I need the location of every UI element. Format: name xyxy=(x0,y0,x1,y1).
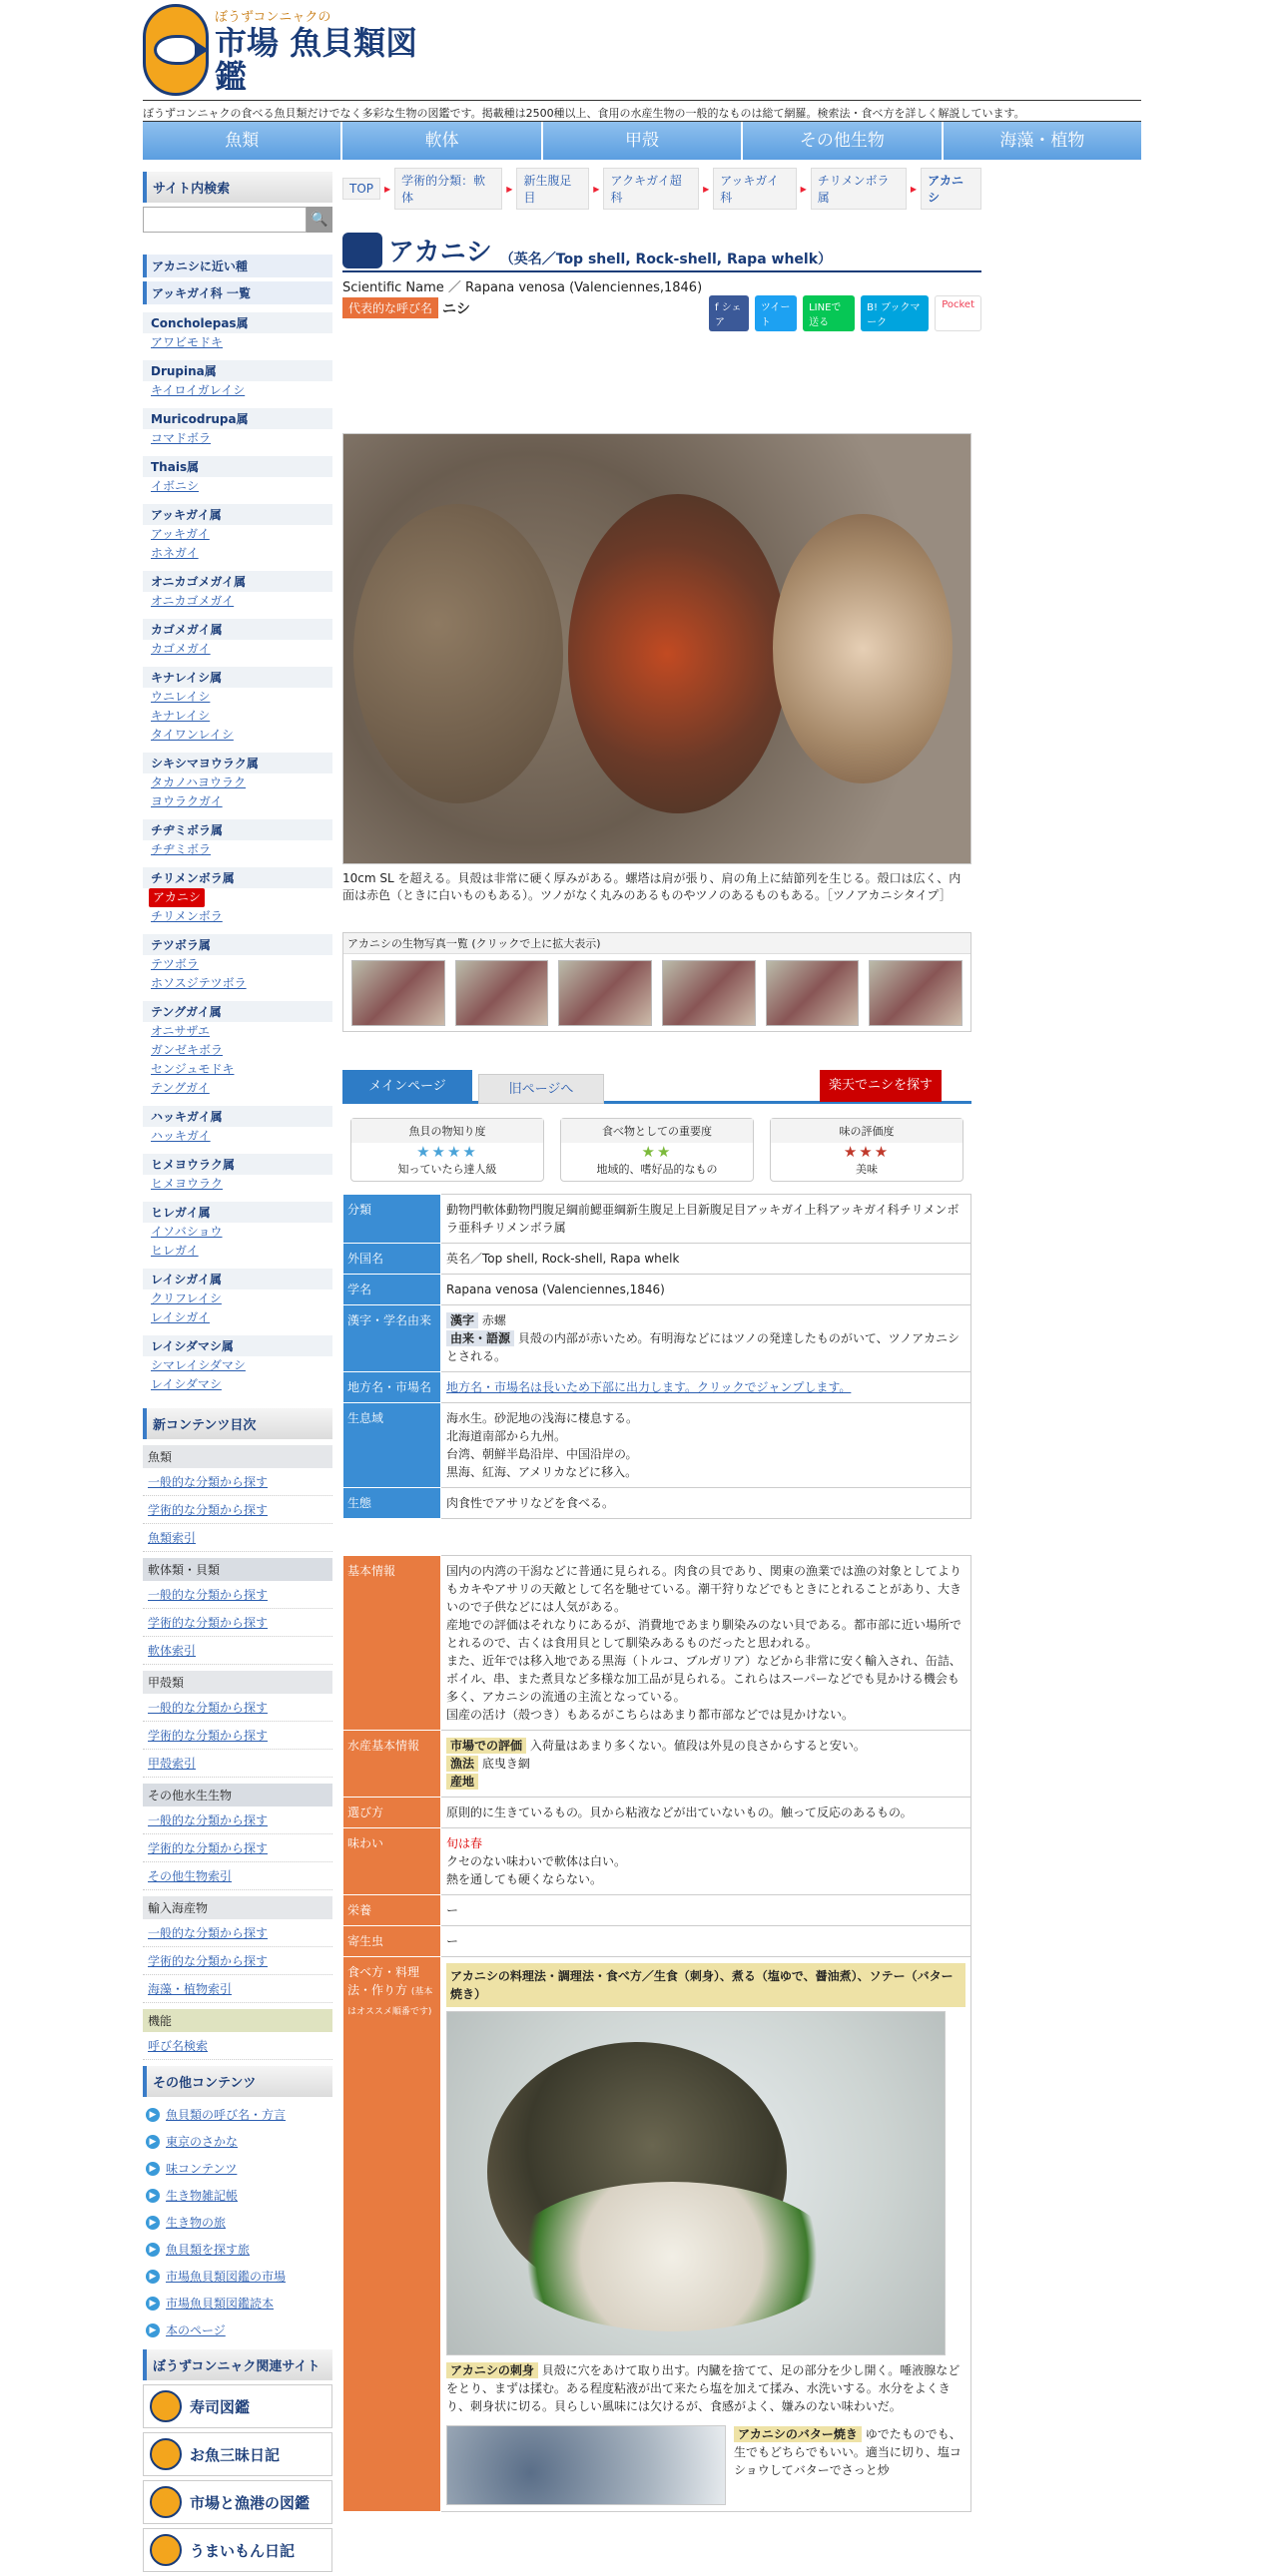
how-to-choose: 原則的に生きているもの。貝から粘液などが出ていないもの。触って反応のあるもの。 xyxy=(441,1798,971,1828)
habitat-line: 黒海、紅海、アメリカなどに移入。 xyxy=(446,1465,638,1479)
breadcrumb-arrow-icon: ▶ xyxy=(800,184,807,194)
current-species-wrap xyxy=(143,888,332,907)
season: 旬は春 xyxy=(446,1836,483,1850)
species-link[interactable]: シマレイシダマシ xyxy=(151,1358,246,1372)
breadcrumb-item[interactable]: アクキガイ超科 xyxy=(603,168,699,210)
related-banners xyxy=(143,2384,332,2572)
row-header: 寄生虫 xyxy=(343,1926,441,1957)
basic-info-para: 国内の内湾の干潟などに普通に見られる。肉食の貝であり、関東の漁業では漁の対象としてよりもカキやアサリの天敵として名を馳せている。潮干狩りなどでもときにとれることがあり、大きいので子供などには人気がある。 xyxy=(446,1564,962,1614)
method-tag: 漁法 xyxy=(446,1756,478,1772)
row-header: 選び方 xyxy=(343,1798,441,1828)
row-header: 栄養 xyxy=(343,1895,441,1926)
classification: 動物門軟体動物門腹足綱前鰓亜綱新生腹足上目新腹足目アッキガイ上科アッキガイ科チリメンボラ亜科チリメンボラ属 xyxy=(441,1195,971,1244)
habitat-line: 海水生。砂泥地の浅海に棲息する。 xyxy=(446,1411,639,1425)
nav-fish[interactable]: 魚類 xyxy=(143,122,342,160)
species-link[interactable]: キイロイガレイシ xyxy=(151,383,246,397)
other-content-link[interactable]: 市場魚貝類図鑑読本 xyxy=(166,2297,275,2311)
banner-label: 市場と漁港の図鑑 xyxy=(190,2493,311,2512)
related-site-banner[interactable] xyxy=(143,2528,332,2572)
breadcrumb-item[interactable]: 学術的分類：軟体 xyxy=(394,168,502,210)
genus-header: チヂミボラ属 xyxy=(143,819,332,840)
pocket-button[interactable]: Pocket xyxy=(935,295,981,331)
scientific-name: Scientific Name ／ Rapana venosa (Valenciennes,1846) xyxy=(342,280,703,295)
page-title: アカニシ xyxy=(388,238,492,267)
breadcrumb-item[interactable]: TOP xyxy=(342,178,380,200)
rep-name-value: ニシ xyxy=(442,300,471,317)
main-photo xyxy=(342,433,971,864)
category-header: 軟体類・貝類 xyxy=(143,1558,332,1581)
photo-caption: 10cm SL を超える。貝殻は非常に硬く厚みがある。螺塔は肩が張り、肩の角上に結節列を生じる。殻口は広く、内面は赤色（ときに白いものもある）。ツノがなく丸みのあるものやツノのあるものもある。［ツノアカニシタイプ］ xyxy=(342,871,962,902)
rating-desc: 地域的、嗜好品的なもの xyxy=(596,1163,718,1176)
kanji-origin xyxy=(441,1305,971,1372)
other-content-link[interactable]: 市場魚貝類図鑑の市場 xyxy=(166,2270,287,2284)
category-link[interactable]: 魚類索引 xyxy=(143,1524,332,1552)
genus-header: Thais属 xyxy=(143,456,332,477)
genus-header: ハッキガイ属 xyxy=(143,1106,332,1127)
genus-header: カゴメガイ属 xyxy=(143,619,332,640)
thumbnail[interactable] xyxy=(869,960,962,1026)
basic-info-para: 国産の活け（殻つき）もあるがこちらはあまり都市部などでは見かけない。 xyxy=(446,1708,855,1722)
hatena-bookmark-button[interactable]: B! ブックマーク xyxy=(861,295,929,331)
kanji-tag: 漢字 xyxy=(446,1312,478,1328)
genus-header: テングガイ属 xyxy=(143,1001,332,1022)
species-link[interactable]: チリメンボラ xyxy=(151,909,223,923)
other-content-link[interactable]: 本のページ xyxy=(166,2323,226,2337)
genus-header: キナレイシ属 xyxy=(143,667,332,688)
row-header: 外国名 xyxy=(343,1244,441,1275)
rating-desc: 美味 xyxy=(856,1163,878,1176)
method-value: 底曳き網 xyxy=(481,1757,530,1771)
bouzu-logo-icon xyxy=(150,2534,182,2566)
species-link[interactable]: アッキガイ xyxy=(151,527,210,541)
row-header: 学名 xyxy=(343,1275,441,1305)
rating-box xyxy=(770,1118,963,1182)
other-content-link[interactable]: 味コンテンツ xyxy=(166,2162,238,2176)
fishery-info xyxy=(441,1731,971,1798)
other-content-link[interactable]: 魚貝類の呼び名・方言 xyxy=(166,2108,287,2122)
category-link[interactable]: その他生物索引 xyxy=(143,1862,332,1890)
name-search-link[interactable]: 呼び名検索 xyxy=(143,2032,332,2060)
arrow-icon: ▶ xyxy=(146,2270,160,2284)
market-value: 入荷量はあまり多くない。値段は外見の良さからすると安い。 xyxy=(529,1739,866,1753)
local-names-link[interactable]: 地方名・市場名は長いため下部に出力します。クリックでジャンプします。 xyxy=(446,1380,852,1394)
origin-value: 貝殻の内部が赤いため。有明海などにはツノの発達したものがいて、ツノアカニシとされる。 xyxy=(446,1331,961,1363)
category-link[interactable]: 一般的な分類から探す xyxy=(143,1468,332,1496)
species-link[interactable]: レイシガイ xyxy=(151,1310,211,1324)
taste-line: クセのない味わいで軟体は白い。 xyxy=(446,1854,627,1868)
thumbnail[interactable] xyxy=(455,960,549,1026)
category-link[interactable]: 軟体索引 xyxy=(143,1637,332,1665)
species-link[interactable]: オニカゴメガイ xyxy=(151,594,235,608)
row-header: 水産基本情報 xyxy=(343,1731,441,1798)
arrow-icon: ▶ xyxy=(146,2135,160,2149)
nutrition: ー xyxy=(441,1895,971,1926)
species-link[interactable]: キナレイシ xyxy=(151,709,211,723)
nav-other[interactable]: その他生物 xyxy=(743,122,943,160)
nav-seaweed[interactable]: 海藻・植物 xyxy=(944,122,1141,160)
kanji-value: 赤螺 xyxy=(481,1313,506,1327)
species-link[interactable]: ヨウラクガイ xyxy=(151,794,223,808)
banner-label: 寿司図鑑 xyxy=(190,2397,251,2416)
function-title: 機能 xyxy=(143,2009,332,2032)
arrow-icon: ▶ xyxy=(146,2297,160,2311)
rating-stars: ★★★★ xyxy=(416,1143,478,1161)
line-share-button[interactable]: LINEで送る xyxy=(803,295,855,331)
search-title: サイト内検索 xyxy=(143,172,332,203)
species-link[interactable]: チヂミボラ xyxy=(151,842,212,856)
current-species[interactable]: アカニシ xyxy=(149,888,205,907)
tab-main[interactable]: メインページ xyxy=(342,1070,472,1104)
butter-saute-photo xyxy=(446,2425,726,2505)
taste-line: 熱を通しても硬くならない。 xyxy=(446,1872,603,1886)
genus-header: アッキガイ属 xyxy=(143,504,332,525)
row-header: 味わい xyxy=(343,1828,441,1895)
row-header: 生息域 xyxy=(343,1403,441,1488)
cooking-note: (基本はオススメ順番です) xyxy=(347,1987,433,2017)
related-site-banner[interactable] xyxy=(143,2480,332,2524)
site-header xyxy=(143,0,1141,100)
species-link[interactable]: ガンゼキボラ xyxy=(151,1043,224,1057)
category-link[interactable]: 学術的な分類から探す xyxy=(143,1496,332,1524)
genus-header: レイシガイ属 xyxy=(143,1269,332,1289)
thumbnail[interactable] xyxy=(662,960,756,1026)
rating-box xyxy=(350,1118,544,1182)
taste xyxy=(441,1828,971,1895)
species-link[interactable]: センジュモドキ xyxy=(151,1062,235,1076)
global-nav xyxy=(143,122,1141,160)
other-content-link[interactable]: 魚貝類を探す旅 xyxy=(166,2243,251,2257)
parasite: ー xyxy=(441,1926,971,1957)
arrow-icon: ▶ xyxy=(146,2108,160,2122)
arrow-icon: ▶ xyxy=(146,2243,160,2257)
row-header xyxy=(343,1957,441,2512)
sashimi-photo xyxy=(446,2011,946,2355)
other-content-item[interactable] xyxy=(143,2236,332,2263)
rating-head: 食べ物としての重要度 xyxy=(561,1119,753,1143)
market-tag: 市場での評価 xyxy=(446,1738,526,1754)
other-contents-list xyxy=(143,2101,332,2343)
info-table xyxy=(342,1194,971,1519)
other-content-item[interactable] xyxy=(143,2263,332,2290)
category-header: その他水生生物 xyxy=(143,1784,332,1806)
bouzu-logo-icon xyxy=(150,2390,182,2422)
sashimi-text: 貝殻に穴をあけて取り出す。内臓を捨てて、足の部分を少し開く。唾液腺などをとり、まずは揉む。ある程度粘液が出て来たら塩を加えて揉み、水洗いする。水分をよくきり、刺身状に切る。貝らしい風味には欠けるが、食感がよく、嫌みのない味わいだ。 xyxy=(446,2363,961,2413)
species-link[interactable]: アワビモドキ xyxy=(151,335,224,349)
butter-text: ゆでたものでも、生でもどちらでもいい。適当に切り、塩コショウしてバターでさっと炒 xyxy=(734,2427,962,2477)
row-header: 漢字・学名由来 xyxy=(343,1305,441,1372)
category-list xyxy=(143,1445,332,2003)
related-sites-title: ぼうずコンニャク関連サイト xyxy=(143,2349,332,2380)
species-link[interactable]: テツボラ xyxy=(151,957,199,971)
banner-label: うまいもん日記 xyxy=(190,2541,296,2560)
species-link[interactable]: ホネガイ xyxy=(151,546,199,560)
species-link[interactable]: ホソスジテツボラ xyxy=(151,976,247,990)
other-content-item[interactable] xyxy=(143,2155,332,2182)
bouzu-logo-icon xyxy=(150,2438,182,2470)
other-content-item[interactable] xyxy=(143,2128,332,2155)
origin-place-tag: 産地 xyxy=(446,1774,478,1790)
page-tabs xyxy=(342,1070,971,1104)
habitat xyxy=(441,1403,971,1488)
rakuten-search-button[interactable]: 楽天でニシを探す xyxy=(820,1070,942,1102)
species-link[interactable]: ウニレイシ xyxy=(151,690,211,704)
row-header: 生態 xyxy=(343,1488,441,1519)
search-icon[interactable]: 🔍 xyxy=(307,207,332,233)
genus-header: レイシダマシ属 xyxy=(143,1335,332,1356)
other-content-link[interactable]: 生き物雑記帳 xyxy=(166,2189,239,2203)
habitat-line: 北海道南部から九州。 xyxy=(446,1429,567,1443)
arrow-icon: ▶ xyxy=(146,2162,160,2176)
species-link[interactable]: コマドボラ xyxy=(151,431,212,445)
rating-stars: ★★ xyxy=(641,1143,673,1161)
genus-header: Muricodrupa属 xyxy=(143,408,332,429)
site-subtitle: ぼうずコンニャクの xyxy=(215,10,331,25)
thumbnail[interactable] xyxy=(766,960,860,1026)
basic-info-para: 産地での評価はそれなりにあるが、消費地であまり馴染みのない貝である。都市部に近い場所でとれるので、古くは食用貝として馴染みあるものだったと思われる。 xyxy=(446,1618,962,1650)
related-site-banner[interactable] xyxy=(143,2432,332,2476)
category-link[interactable]: 学術的な分類から探す xyxy=(143,1947,332,1975)
title-row xyxy=(342,232,981,272)
category-link[interactable]: 学術的な分類から探す xyxy=(143,1609,332,1637)
gallery-title: アカニシの生物写真一覧 (クリックで上に拡大表示) xyxy=(343,933,970,954)
nav-crustacean[interactable]: 甲殻 xyxy=(543,122,743,160)
category-link[interactable]: 甲殻索引 xyxy=(143,1750,332,1778)
rating-head: 魚貝の物知り度 xyxy=(351,1119,543,1143)
breadcrumb-item[interactable]: チリメンボラ属 xyxy=(811,168,907,210)
breadcrumb-arrow-icon: ▶ xyxy=(384,184,391,194)
other-content-link[interactable]: 生き物の旅 xyxy=(166,2216,227,2230)
genus-header: テツボラ属 xyxy=(143,934,332,955)
row-header: 地方名・市場名 xyxy=(343,1372,441,1403)
category-link[interactable]: 一般的な分類から探す xyxy=(143,1581,332,1609)
main-content xyxy=(342,172,981,2477)
other-content-item[interactable] xyxy=(143,2101,332,2128)
cooking-title: アカニシの料理法・調理法・食べ方／生食（刺身）、煮る（塩ゆで、醤油煮）、ソテー（バター焼き） xyxy=(446,1963,965,2007)
site-logo[interactable] xyxy=(143,4,209,96)
search-input[interactable] xyxy=(143,207,307,233)
bouzu-logo-icon xyxy=(150,2486,182,2518)
genus-header: Concholepas属 xyxy=(143,312,332,333)
sidebar xyxy=(143,172,332,2576)
other-content-item[interactable] xyxy=(143,2182,332,2209)
genus-header: ヒレガイ属 xyxy=(143,1202,332,1223)
genus-header: オニカゴメガイ属 xyxy=(143,571,332,592)
thumbnail-gallery xyxy=(342,932,971,1032)
banner-label: お魚三昧日記 xyxy=(190,2445,281,2464)
category-link[interactable]: 学術的な分類から探す xyxy=(143,1722,332,1750)
breadcrumb-item: アカニシ xyxy=(921,168,981,210)
species-link[interactable]: オニサザエ xyxy=(151,1024,211,1038)
rating-head: 味の評価度 xyxy=(771,1119,962,1143)
thumbnail[interactable] xyxy=(558,960,652,1026)
breadcrumb-arrow-icon: ▶ xyxy=(593,184,600,194)
habitat-line: 台湾、朝鮮半島沿岸、中国沿岸の。 xyxy=(446,1447,638,1461)
arrow-icon: ▶ xyxy=(146,2323,160,2337)
species-link[interactable]: ヒレガイ xyxy=(151,1244,199,1258)
thumbnail[interactable] xyxy=(351,960,445,1026)
english-name: （英名／Top shell, Rock-shell, Rapa whelk） xyxy=(499,252,833,267)
arrow-icon: ▶ xyxy=(146,2216,160,2230)
breadcrumb-arrow-icon: ▶ xyxy=(506,184,513,194)
species-link[interactable]: イボニシ xyxy=(151,479,200,493)
fish-title-icon xyxy=(342,233,382,268)
species-link[interactable]: タイワンレイシ xyxy=(151,728,234,742)
breadcrumb-item[interactable]: 新生腹足目 xyxy=(516,168,589,210)
other-content-item[interactable] xyxy=(143,2290,332,2317)
nav-mollusk[interactable]: 軟体 xyxy=(342,122,542,160)
related-site-banner[interactable] xyxy=(143,2384,332,2428)
site-title[interactable]: 市場 魚貝類図鑑 xyxy=(215,24,418,96)
new-contents-title: 新コンテンツ目次 xyxy=(143,1408,332,1439)
category-header: 魚類 xyxy=(143,1445,332,1468)
rep-name-label: 代表的な呼び名 xyxy=(342,297,438,318)
category-link[interactable]: 一般的な分類から探す xyxy=(143,1694,332,1722)
sashimi-tag: アカニシの刺身 xyxy=(446,2362,538,2378)
genus-header: ヒメヨウラク属 xyxy=(143,1154,332,1175)
cooking-header: 食べ方・料理法・作り方 xyxy=(347,1965,420,1997)
family-list-title: アッキガイ科 一覧 xyxy=(143,281,332,304)
category-link[interactable]: 一般的な分類から探す xyxy=(143,1806,332,1834)
twitter-share-button[interactable]: ツイート xyxy=(755,295,797,331)
arrow-icon: ▶ xyxy=(146,2189,160,2203)
tab-old-page[interactable]: 旧ページへ xyxy=(478,1074,604,1104)
rating-stars: ★★★ xyxy=(843,1143,891,1161)
category-header: 輸入海産物 xyxy=(143,1896,332,1919)
rating-box xyxy=(560,1118,754,1182)
species-link[interactable]: クリフレイシ xyxy=(151,1291,222,1305)
species-link[interactable]: ヒメヨウラク xyxy=(151,1177,224,1191)
info-table-2 xyxy=(342,1555,971,2512)
genus-header: Drupina属 xyxy=(143,360,332,381)
facebook-share-button[interactable]: f シェア xyxy=(709,295,749,331)
other-content-item[interactable] xyxy=(143,2317,332,2343)
foreign-name: 英名／Top shell, Rock-shell, Rapa whelk xyxy=(441,1244,971,1275)
other-content-link[interactable]: 東京のさかな xyxy=(166,2135,239,2149)
share-buttons xyxy=(709,295,981,331)
scientific-name-value: Rapana venosa (Valenciennes,1846) xyxy=(441,1275,971,1305)
genus-header: シキシマヨウラク属 xyxy=(143,753,332,773)
near-species-title: アカニシに近い種 xyxy=(143,255,332,277)
ecology: 肉食性でアサリなどを食べる。 xyxy=(441,1488,971,1519)
species-link[interactable]: カゴメガイ xyxy=(151,642,211,656)
butter-tag: アカニシのバター焼き xyxy=(734,2426,862,2442)
basic-info xyxy=(441,1556,971,1731)
species-link[interactable]: テングガイ xyxy=(151,1081,210,1095)
other-contents-title: その他コンテンツ xyxy=(143,2066,332,2097)
genus-list xyxy=(143,312,332,1394)
search-form xyxy=(143,207,332,233)
cooking xyxy=(441,1957,971,2512)
breadcrumb-arrow-icon: ▶ xyxy=(910,184,918,194)
other-content-item[interactable] xyxy=(143,2209,332,2236)
page-wrapper xyxy=(143,0,1141,2560)
category-link[interactable]: 学術的な分類から探す xyxy=(143,1834,332,1862)
breadcrumb-arrow-icon: ▶ xyxy=(703,184,710,194)
row-header: 基本情報 xyxy=(343,1556,441,1731)
basic-info-para: また、近年では移入地である黒海（トルコ、ブルガリア）などから非常に安く輸入され、缶詰、ボイル、串、また煮貝など多様な加工品が見られる。これらはスーパーなどでも見かける機会も多く、アカニシの流通の主流となっている。 xyxy=(446,1654,962,1704)
category-link[interactable]: 一般的な分類から探す xyxy=(143,1919,332,1947)
ratings xyxy=(350,1118,963,1182)
rating-desc: 知っていたら達人級 xyxy=(397,1163,497,1176)
site-description: ぼうずコンニャクの食べる魚貝類だけでなく多彩な生物の図鑑です。掲載種は2500種以上、食用の水産生物の一般的なものは総て網羅。検索法・食べ方を詳しく解説しています。 xyxy=(143,100,1141,122)
origin-tag: 由来・語源 xyxy=(446,1330,514,1346)
species-link[interactable]: タカノハヨウラク xyxy=(151,775,247,789)
genus-header: チリメンボラ属 xyxy=(143,867,332,888)
category-link[interactable]: 海藻・植物索引 xyxy=(143,1975,332,2003)
category-header: 甲殻類 xyxy=(143,1671,332,1694)
species-link[interactable]: レイシダマシ xyxy=(151,1377,222,1391)
breadcrumb xyxy=(342,172,981,206)
species-link[interactable]: ハッキガイ xyxy=(151,1129,211,1143)
row-header: 分類 xyxy=(343,1195,441,1244)
species-link[interactable]: イソバショウ xyxy=(151,1225,223,1239)
breadcrumb-item[interactable]: アッキガイ科 xyxy=(713,168,796,210)
